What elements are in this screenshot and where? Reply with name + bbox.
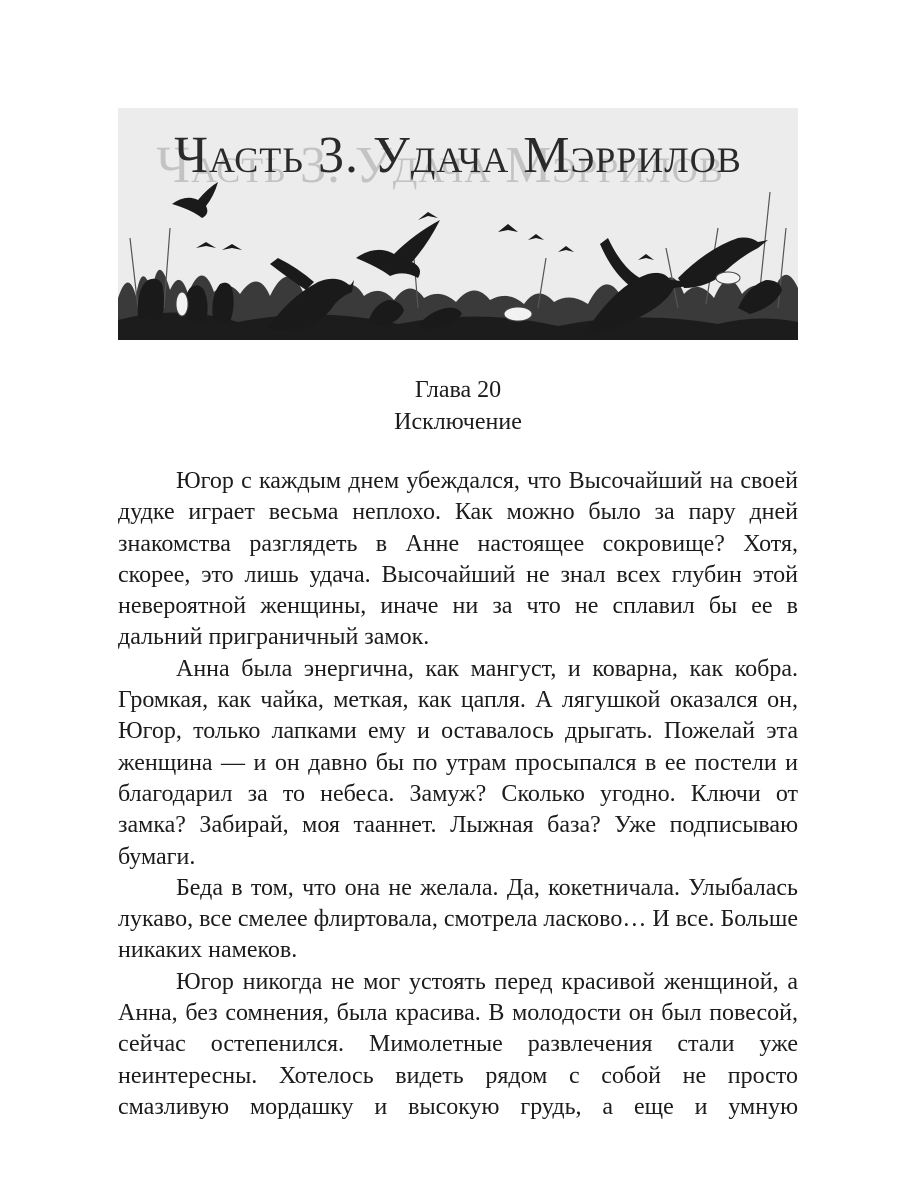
flying-crow-large xyxy=(356,220,440,278)
paragraph: Югор с каждым днем убеждался, что Высочайший на своей дудке играет весьма неплохо. Как можно было за пару дней знакомства разглядеть в Анне настоящее сокровище? Хотя, скорее, это лишь удача. Высочайший не знал всех глубин этой невероятной женщины, иначе ни за что не сплавил бы ее в дальний приграничный замок. xyxy=(118,468,798,651)
chapter-heading xyxy=(118,374,798,438)
chapter-banner xyxy=(118,108,798,340)
chapter-title: Исключение xyxy=(394,409,522,435)
paragraph: Югор никогда не мог устоять перед красивой женщиной, а Анна, без сомнения, была красива. В молодости он был повесой, сейчас остепенился. Мимолетные развлечения стали уже неинтересны. Хотелось видеть рядом с собой не просто смазливую мордашку и высокую грудь, а еще и умную xyxy=(118,968,798,1120)
chapter-text xyxy=(118,466,798,1123)
paragraph: Беда в том, что она не желала. Да, кокетничала. Улыбалась лукаво, все смелее флиртовала, смотрела ласково… И все. Больше никаких намеков. xyxy=(118,874,798,964)
chapter-number: Глава 20 xyxy=(414,377,502,403)
part-title: Часть 3. Удача Мэррилов xyxy=(174,127,742,184)
paragraph: Анна была энергична, как мангуст, и коварна, как кобра. Громкая, как чайка, меткая, как цапля. А лягушкой оказался он, Югор, только лапками ему и оставалось дрыгать. Пожелай эта женщина — и он давно бы по утрам просыпался в ее постели и благодарил за то небеса. Замуж? Сколько угодно. Ключи от замка? Забирай, моя тааннет. Лыжная база? Уже подписываю бумаги. xyxy=(118,655,798,870)
